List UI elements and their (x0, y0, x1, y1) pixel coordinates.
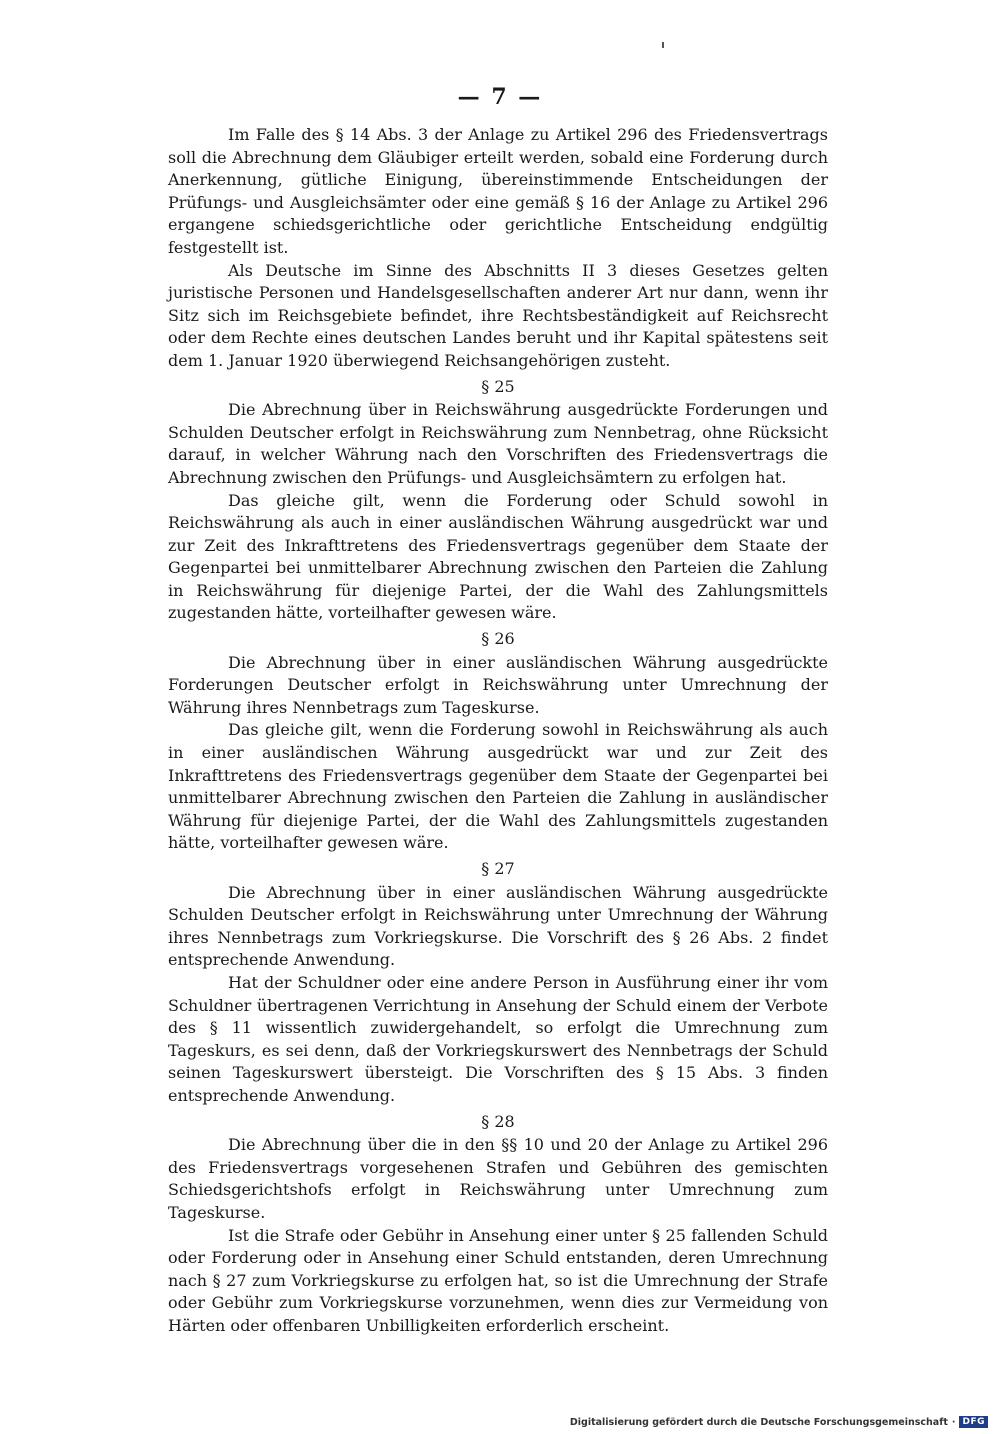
page-number: — 7 — (457, 84, 543, 110)
section-heading: § 26 (481, 629, 515, 649)
section-heading: § 27 (481, 859, 515, 878)
paragraph: Ist die Strafe oder Gebühr in Ansehung einer unter § 25 fallenden Schuld oder Forderung oder in Ansehung einer Schuld entstanden, deren Umrechnung nach § 27 zum Vorkriegskurse zu erfolgen hat, so ist die Umrechnung der Strafe oder Gebühr zum Vorkriegskurse vorzunehmen, wenn dies zur Vermeidung von Härten oder offenbaren Unbilligkeiten erforderlich erscheint. (168, 1225, 828, 1335)
paragraph: Als Deutsche im Sinne des Abschnitts II 3 dieses Gesetzes gelten juristische Personen und Handelsgesellschaften anderer Art nur dann, wenn ihr Sitz sich im Reichsgebiete befindet, ihre Rechtsbeständigkeit auf Reichsrecht oder dem Rechte eines deutschen Landes beruht und ihr Kapital spätestens seit dem 1. Januar 1920 überwiegend Reichsangehörigen zusteht. (168, 260, 828, 370)
document-body (168, 124, 828, 1337)
digitization-footer (570, 1416, 988, 1428)
dfg-logo-icon: DFG (959, 1416, 988, 1428)
paragraph: Die Abrechnung über in einer ausländischen Währung ausgedrückte Schulden Deutscher erfolgt in Reichswährung unter Umrechnung der Währung ihres Nennbetrags zum Vorkriegskurse. Die Vorschrift des § 26 Abs. 2 findet entsprechende Anwendung. (168, 882, 828, 970)
paragraph: Das gleiche gilt, wenn die Forderung sowohl in Reichswährung als auch in einer ausländischen Währung ausgedrückt war und zur Zeit des Inkrafttretens des Friedensvertrags gegenüber dem Staate der Gegenpartei bei unmittelbarer Abrechnung zwischen den Parteien die Zahlung in ausländischer Währung für diejenige Partei, der die Wahl des Zahlungsmittels zugestanden hätte, vorteilhafter gewesen wäre. (168, 720, 828, 853)
scan-speck (662, 42, 664, 48)
section-26 (168, 628, 828, 855)
section-28 (168, 1111, 828, 1338)
paragraph: Die Abrechnung über in einer ausländischen Währung ausgedrückte Forderungen Deutscher erfolgt in Reichswährung unter Umrechnung der Währung ihres Nennbetrags zum Tageskurse. (168, 652, 828, 717)
footer-text: Digitalisierung gefördert durch die Deutsche Forschungsgemeinschaft (569, 1416, 948, 1428)
section-heading: § 28 (481, 1111, 515, 1131)
section-27 (168, 858, 828, 1108)
section-heading: § 25 (481, 376, 515, 396)
paragraph: Hat der Schuldner oder eine andere Person in Ausführung einer ihr vom Schuldner übertragenen Verrichtung in Ansehung der Schuld einem der Verbote des § 11 wissentlich zuwidergehandelt, so erfolgt die Umrechnung zum Tageskurs, es sei denn, daß der Vorkriegskurswert des Nennbetrags der Schuld seinen Tageskurswert übersteigt. Die Vorschriften des § 15 Abs. 3 finden entsprechende Anwendung. (168, 972, 828, 1105)
paragraph: Die Abrechnung über in Reichswährung ausgedrückte Forderungen und Schulden Deutscher erfolgt in Reichswährung zum Nennbetrag, ohne Rücksicht darauf, in welcher Währung nach den Vorschriften des Friedensvertrags die Abrechnung zwischen den Prüfungs- und Ausgleichsämtern zu erfolgen hat. (168, 400, 828, 487)
footer-separator: · (951, 1416, 956, 1428)
section-intro (168, 124, 828, 373)
section-25 (168, 376, 828, 626)
paragraph: Im Falle des § 14 Abs. 3 der Anlage zu Artikel 296 des Friedensvertrags soll die Abrechnung dem Gläubiger erteilt werden, sobald eine Forderung durch Anerkennung, gütliche Einigung, übereinstimmende Entscheidungen der Prüfungs- und Ausgleichsämter oder eine gemäß § 16 der Anlage zu Artikel 296 ergangene schiedsgerichtliche oder gerichtliche Entscheidung endgültig festgestellt ist. (168, 125, 828, 257)
paragraph: Die Abrechnung über die in den §§ 10 und 20 der Anlage zu Artikel 296 des Friedensvertrags vorgesehenen Strafen und Gebühren des gemischten Schiedsgerichtshofs erfolgt in Reichswährung unter Umrechnung zum Tageskurse. (168, 1135, 828, 1222)
paragraph: Das gleiche gilt, wenn die Forderung oder Schuld sowohl in Reichswährung als auch in einer ausländischen Währung ausgedrückt war und zur Zeit des Inkrafttretens des Friedensvertrags gegenüber dem Staate der Gegenpartei bei unmittelbarer Abrechnung zwischen den Parteien die Zahlung in Reichswährung für diejenige Partei, der die Wahl des Zahlungsmittels zugestanden hätte, vorteilhafter gewesen wäre. (168, 490, 828, 623)
